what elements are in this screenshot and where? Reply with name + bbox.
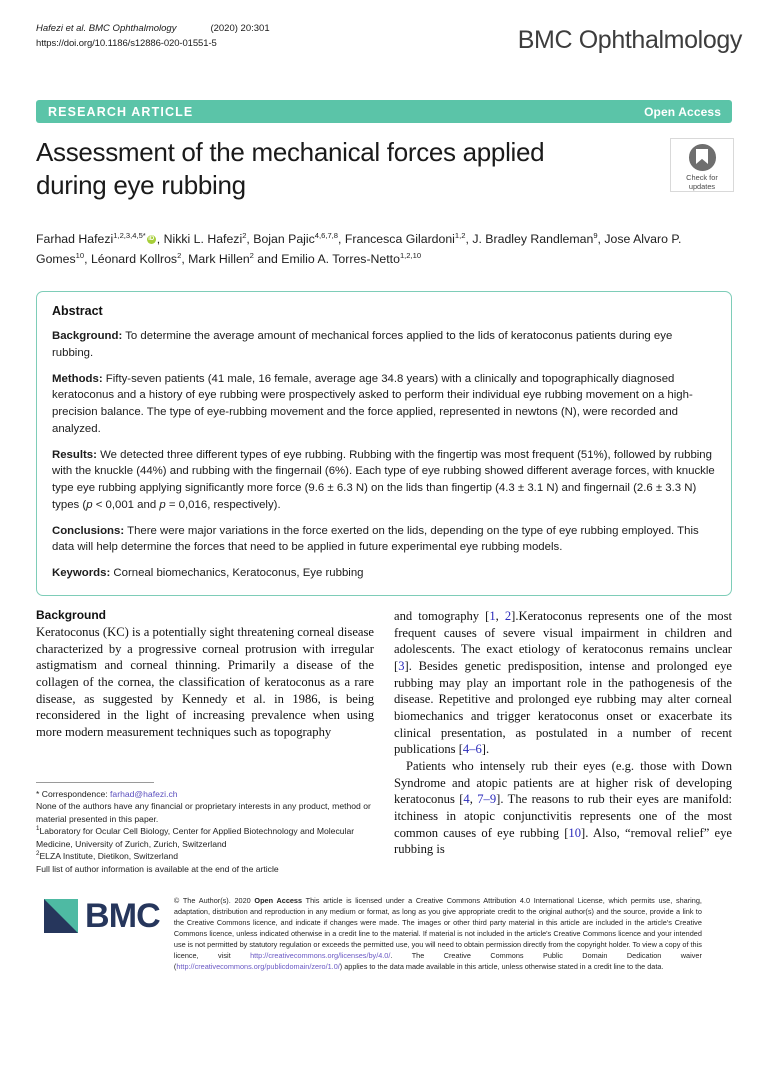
abstract-results-text-a: We detected three different types of eye rubbing. Rubbing with the fingertip was most frequent (51%), followed by rubbing with the knuckle (44%) and rubbing with the fingernail (6%). Each type of eye rubbing showed different average forces, with knuckle type eye rubbing applying significantly more force (9.6 ± 6.3 N) on the lids than fingertip (4.3 ± 3.1 N) and fingernail (2.6 ± 3.3 N) types (: [52, 448, 715, 511]
sep: ,: [597, 232, 605, 246]
rp1-c: ].Keratoconus represents one of the most frequent causes of severe visual impairment in children and adolescents. The exact etiology of keratoconus remains unclear [: [394, 609, 732, 674]
author-9[interactable]: [281, 252, 421, 266]
bmc-logo-icon: [44, 899, 78, 933]
author-3-name: Bojan Pajic: [253, 232, 315, 246]
journal-title: BMC Ophthalmology: [517, 26, 742, 54]
body-column-left: [36, 608, 374, 741]
license-text-b: . The Creative Commons Public Domain Dedication waiver (: [173, 951, 702, 972]
citation-volume: (2020) 20:301: [210, 23, 270, 34]
author-7-name: Léonard Kollros: [90, 251, 178, 266]
abstract-results-text-c: = 0,016, respectively).: [165, 498, 281, 511]
license-block: [44, 893, 744, 973]
disclosure-text: None of the authors have any financial or proprietary interests in any product, method or material presented in this paper.: [36, 801, 371, 824]
crossmark-text: [686, 173, 718, 192]
author-4-name: Francesca Gilardoni: [344, 232, 455, 246]
abstract-conclusions-text: There were major variations in the force exerted on the lids, depending on the type of eye rubbing employed. This data will help determine the forces that need to be applied in future experimental eye rubbing models.: [52, 524, 699, 554]
author-4[interactable]: [345, 232, 466, 246]
affiliation-2: [36, 850, 374, 862]
sep: and: [253, 251, 282, 266]
author-1-affil: 1,2,3,4,5*: [113, 230, 146, 240]
sep: ,: [338, 232, 345, 246]
citation-ref-10[interactable]: 10: [568, 825, 582, 840]
abstract-background-text: To determine the average amount of mechanical forces applied to the lids of keratoconus patients during eye rubbing.: [52, 330, 673, 359]
crossmark-badge[interactable]: [670, 138, 734, 192]
citation-ref-1[interactable]: 1: [489, 609, 496, 623]
abstract-keywords-label: Keywords:: [52, 567, 111, 580]
crossmark-line2: updates: [688, 181, 716, 191]
license-open-access: Open Access: [254, 896, 303, 905]
article-type-label: RESEARCH ARTICLE: [48, 104, 194, 119]
rp1-d: ]. Besides genetic predisposition, intense and prolonged eye rubbing may play an important role in the pathogenesis of the disease. Repetitive and prolonged eye rubbing may alter corneal biomechanics and trigger keratoconus onset or exacerbate its clinical presentation, as postulated in a number of recent publications [: [394, 659, 732, 757]
section-heading-background: Background: [36, 608, 107, 622]
sep: ,: [156, 232, 164, 246]
abstract-results-label: Results:: [52, 448, 97, 461]
crossmark-icon: [689, 144, 716, 171]
license-copyright: © The Author(s). 2020: [173, 896, 255, 905]
orcid-icon[interactable]: [147, 235, 156, 244]
bmc-logo-text: BMC: [85, 897, 160, 935]
body-column-right: [394, 608, 732, 858]
abstract-conclusions-label: Conclusions:: [52, 524, 125, 537]
sep: ,: [84, 251, 91, 266]
abstract-heading: Abstract: [52, 304, 103, 318]
abstract-keywords: [52, 565, 716, 582]
doi-link[interactable]: https://doi.org/10.1186/s12886-020-01551-5: [36, 37, 217, 49]
correspondence-label: * Correspondence:: [36, 789, 111, 799]
rp1-b: ,: [495, 609, 505, 623]
background-paragraph-1: Keratoconus (KC) is a potentially sight threatening corneal disease characterized by a progressive corneal protrusion with irregular astigmatism and corneal thinning. Primarily a disease of the collagen of the cornea, the classification of keratoconus as a rare disease, as suggested by Kennedy et al. in 1986, is being reconsidered in the light of increasing prevalence when using more modern measurement techniques such as topography: [36, 625, 374, 740]
author-7[interactable]: [91, 252, 181, 266]
author-8-affil: 2: [249, 250, 254, 260]
author-1[interactable]: [36, 232, 146, 246]
author-2-affil: 2: [242, 230, 247, 240]
bookmark-icon: [696, 149, 708, 164]
citation-ref-4[interactable]: 4: [463, 792, 470, 807]
page-title: Assessment of the mechanical forces applied during eye rubbing: [36, 137, 545, 201]
citation-ref-3[interactable]: 3: [398, 659, 405, 674]
footnote-block: [36, 782, 374, 875]
author-5-name: J. Bradley Randleman: [472, 232, 594, 246]
author-list: [36, 230, 682, 270]
correspondence-line: [36, 788, 374, 800]
masthead-citation: [36, 22, 270, 51]
license-link-zero[interactable]: http://creativecommons.org/publicdomain/zero/1.0/: [176, 962, 340, 972]
article-type-banner: [36, 100, 732, 123]
abstract-background-label: Background:: [52, 330, 123, 342]
license-text: [174, 893, 702, 973]
abstract-methods: [52, 371, 716, 438]
rp2-a: Patients who intensely rub their eyes (e.g. those with Down Syndrome and atopic patients are at higher risk of developing keratoconus [: [394, 759, 732, 807]
abstract-methods-text: Fifty-seven patients (41 male, 16 female, average age 34.8 years) with a clinically and topographically diagnosed keratoconus and a history of eye rubbing were prospectively asked to perform their individual eye rubbing movement on a high-precision balance. The type of eye-rubbing movement and the force applied, represented in newtons (N), were recorded and analyzed.: [52, 372, 693, 435]
rp2-d: ]. Also, “removal relief” eye rubbing is: [394, 825, 732, 857]
author-9-affil: 1,2,10: [399, 250, 422, 260]
citation-ref-2[interactable]: 2: [504, 609, 512, 623]
affiliation-2-text: ELZA Institute, Dietikon, Switzerland: [39, 851, 178, 862]
author-1-name: Farhad Hafezi: [36, 232, 114, 246]
abstract-results-p1: p: [86, 498, 93, 511]
abstract-methods-label: Methods:: [52, 372, 103, 385]
abstract-conclusions: [52, 523, 716, 557]
author-5[interactable]: [472, 232, 597, 246]
background-paragraph-1-cont: [394, 608, 732, 758]
license-text-a: This article is licensed under a Creative Commons Attribution 4.0 International License, which permits use, sharing, adaptation, distribution and reproduction in any medium or format, as long as you give appropriate credit to the original author(s) and the source, provide a link to the Creative Commons licence, and indicate if changes were made. The images or other third party material in this article are included in the article's Creative Commons licence, unless indicated otherwise in a credit line to the material. If material is not included in the article's Creative Commons licence and your intended use is not permitted by statutory regulation or exceeds the permitted use, you will need to obtain permission directly from the copyright holder. To view a copy of this licence, visit: [173, 896, 702, 961]
crossmark-line1: Check for: [686, 172, 718, 182]
author-7-affil: 2: [177, 250, 182, 260]
author-6-affil: 10: [75, 250, 85, 260]
affiliation-1-text: Laboratory for Ocular Cell Biology, Center for Applied Biotechnology and Molecular Medicine, University of Zurich, Zurich, Switzerland: [36, 826, 355, 849]
rp2-b: ,: [469, 792, 478, 807]
abstract-results-text-b: < 0,001 and: [92, 498, 160, 511]
sep: ,: [246, 232, 254, 246]
abstract-results-p2: p: [159, 498, 166, 511]
author-5-affil: 9: [593, 230, 598, 240]
author-3-affil: 4,6,7,8: [314, 230, 339, 240]
sep: ,: [181, 251, 189, 266]
author-8-name: Mark Hillen: [188, 251, 250, 266]
author-2-name: Nikki L. Hafezi: [163, 232, 243, 246]
citation-authors: Hafezi et al. BMC Ophthalmology: [36, 23, 177, 34]
abstract-keywords-text: Corneal biomechanics, Keratoconus, Eye rubbing: [110, 567, 364, 580]
license-link-by[interactable]: http://creativecommons.org/licenses/by/4.0/: [250, 951, 391, 961]
bmc-logo: [44, 893, 160, 933]
background-paragraph-2: [394, 758, 732, 858]
author-6-name: Jose Alvaro P. Gomes: [36, 232, 682, 266]
title-row: [36, 136, 744, 203]
affiliation-2-marker: 2: [36, 850, 40, 858]
author-2[interactable]: [164, 232, 247, 246]
license-text-c: ) applies to the data made available in this article, unless otherwise stated in a credit line to the data.: [339, 962, 664, 972]
citation-ref-4-6[interactable]: 4–6: [462, 742, 482, 757]
citation-line: [36, 22, 270, 37]
author-9-name: Emilio A. Torres-Netto: [281, 251, 400, 266]
author-3[interactable]: [253, 232, 338, 246]
abstract-box: [36, 291, 732, 596]
affiliation-1: [36, 825, 374, 850]
masthead: [36, 22, 744, 53]
affiliation-1-marker: 1: [36, 825, 40, 833]
full-author-list-note: Full list of author information is available at the end of the article: [36, 863, 279, 874]
correspondence-email[interactable]: farhad@hafezi.ch: [110, 789, 178, 799]
sep: ,: [465, 232, 473, 246]
author-8[interactable]: [188, 252, 254, 266]
abstract-background: [52, 328, 716, 362]
rp1-e: ].: [481, 742, 490, 757]
abstract-results: [52, 447, 716, 514]
rp2-c: ]. The reasons to rub their eyes are manifold: itchiness in atopic conjunctivitis represents one of the most common causes of eye rubbing [: [394, 792, 732, 840]
citation-ref-7-9[interactable]: 7–9: [477, 792, 497, 807]
rp1-a: and tomography [: [394, 609, 490, 623]
author-4-affil: 1,2: [454, 230, 466, 240]
open-access-label: Open Access: [644, 104, 721, 119]
footnote-divider: [36, 782, 154, 783]
